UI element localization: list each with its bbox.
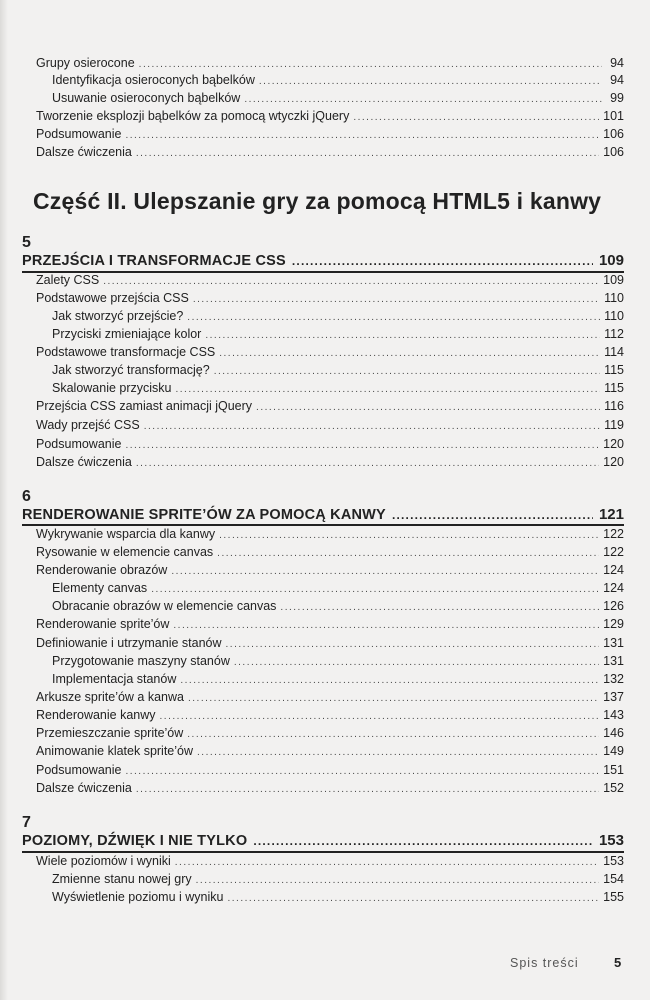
toc-entry[interactable]: Wiele poziomów i wyniki ..... 153 [36,853,624,871]
toc-entry[interactable]: Zmienne stanu nowej gry ..... 154 [52,871,624,889]
toc-entry[interactable]: Dalsze ćwiczenia ..... 152 [36,780,624,798]
chapter-number: 6 [22,488,31,505]
toc-entry[interactable]: Wady przejść CSS ..... 119 [36,417,624,435]
toc-entry[interactable]: Elementy canvas ..... 124 [52,580,624,598]
toc-entry[interactable]: Renderowanie sprite’ów ..... 129 [36,616,624,634]
toc-entry[interactable]: Podsumowanie ..... 151 [36,762,624,780]
toc-entry[interactable]: Identyfikacja osieroconych bąbelków ..... 94 [52,72,624,90]
footer-section-label: Spis treści [510,956,579,970]
footer-page-number: 5 [614,955,622,970]
toc-entry[interactable]: Tworzenie eksplozji bąbelków za pomocą wtyczki jQuery ..... 101 [36,108,624,126]
toc-entry[interactable]: Zalety CSS ..... 109 [36,272,624,290]
toc-entry[interactable]: Renderowanie obrazów ..... 124 [36,562,624,580]
page-shadow-edge [0,0,8,1000]
chapter-heading[interactable]: POZIOMY, DŹWIĘK I NIE TYLKO ..... 153 [22,832,624,849]
toc-entry[interactable]: Dalsze ćwiczenia ..... 106 [36,144,624,162]
chapter-heading[interactable]: PRZEJŚCIA I TRANSFORMACJE CSS ..... 109 [22,252,624,269]
toc-entry[interactable]: Podsumowanie ..... 106 [36,126,624,144]
part-heading: Część II. Ulepszanie gry za pomocą HTML5 i kanwy [33,188,602,214]
toc-entry[interactable]: Wykrywanie wsparcia dla kanwy ..... 122 [36,526,624,544]
toc-entry[interactable]: Przygotowanie maszyny stanów ..... 131 [52,653,624,671]
toc-entry[interactable]: Skalowanie przycisku ..... 115 [52,380,624,398]
toc-entry[interactable]: Podstawowe transformacje CSS ..... 114 [36,344,624,362]
toc-entry[interactable]: Arkusze sprite’ów a kanwa ..... 137 [36,689,624,707]
toc-entry[interactable]: Animowanie klatek sprite’ów ..... 149 [36,743,624,761]
chapter-heading[interactable]: RENDEROWANIE SPRITE’ÓW ZA POMOCĄ KANWY ..... 121 [22,506,624,523]
toc-entry[interactable]: Grupy osierocone ..... 94 [36,55,624,73]
toc-entry[interactable]: Renderowanie kanwy ..... 143 [36,707,624,725]
toc-entry[interactable]: Implementacja stanów ..... 132 [52,671,624,689]
toc-entry[interactable]: Definiowanie i utrzymanie stanów ..... 131 [36,635,624,653]
toc-entry[interactable]: Przejścia CSS zamiast animacji jQuery ..... 116 [36,398,624,416]
chapter-number: 5 [22,234,31,251]
toc-entry[interactable]: Obracanie obrazów w elemencie canvas ..... 126 [52,598,624,616]
toc-entry[interactable]: Przemieszczanie sprite’ów ..... 146 [36,725,624,743]
toc-entry[interactable]: Podstawowe przejścia CSS ..... 110 [36,290,624,308]
toc-entry[interactable]: Podsumowanie ..... 120 [36,436,624,454]
toc-entry[interactable]: Jak stworzyć przejście? ..... 110 [52,308,624,326]
toc-entry[interactable]: Wyświetlenie poziomu i wyniku ..... 155 [52,889,624,907]
chapter-number: 7 [22,814,31,831]
toc-entry[interactable]: Rysowanie w elemencie canvas ..... 122 [36,544,624,562]
toc-entry[interactable]: Jak stworzyć transformację? ..... 115 [52,362,624,380]
toc-entry[interactable]: Usuwanie osieroconych bąbelków ..... 99 [52,90,624,108]
toc-entry[interactable]: Przyciski zmieniające kolor ..... 112 [52,326,624,344]
toc-entry[interactable]: Dalsze ćwiczenia ..... 120 [36,454,624,472]
